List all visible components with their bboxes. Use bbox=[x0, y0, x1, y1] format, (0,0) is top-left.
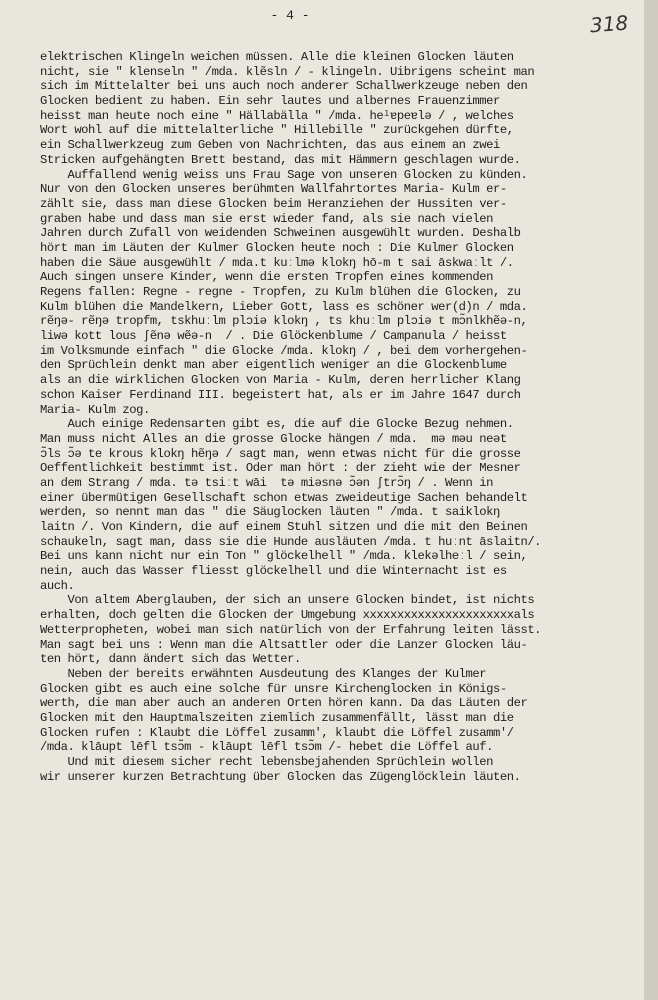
text-line: Von altem Aberglauben, der sich an unsere Glocken bindet, ist nichts bbox=[40, 593, 535, 608]
text-line: heisst man heute noch eine " Hällabälla " /mda. heˡɐpeɐlə / , welches bbox=[40, 108, 514, 123]
text-line: Neben der bereits erwähnten Ausdeutung des Klanges der Kulmer bbox=[40, 666, 487, 681]
text-line: Auch einige Redensarten gibt es, die auf die Glocke Bezug nehmen. bbox=[40, 417, 514, 432]
text-line: Glocken gibt es auch eine solche für unsre Kirchenglocken in Königs- bbox=[40, 681, 507, 696]
text-line: elektrischen Klingeln weichen müssen. Alle die kleinen Glocken läuten bbox=[40, 50, 514, 64]
text-line: Oeffentlichkeit bestimmt ist. Oder man hört : der zieht wie der Mesner bbox=[40, 461, 521, 476]
text-line: Man muss nicht Alles an die grosse Glocke hängen / mda. mə məu neət bbox=[40, 431, 507, 446]
text-line: schaukeln, sagt man, dass sie die Hunde ausläuten /mda. t huːnt āslaitn/. bbox=[40, 534, 542, 549]
text-line: ein Schallwerkzeug zum Geben von Nachrichten, das aus einem an zwei bbox=[40, 138, 500, 153]
text-line: Wort wohl auf die mittelalterliche " Hillebille " zurückgehen dürfte, bbox=[40, 123, 514, 138]
text-line: /mda. klāupt lēfl tsɔ̃m - klāupt lēfl tsɔ̃m /- hebet die Löffel auf. bbox=[40, 740, 494, 755]
archive-number: 318 bbox=[589, 10, 629, 38]
page-edge bbox=[644, 0, 658, 1000]
text-line: haben die Säue ausgewühlt / mda.t kuːlmə klokŋ hō-m t sai āskwaːlt /. bbox=[40, 255, 514, 270]
text-line: Wetterpropheten, wobei man sich natürlich von der Erfahrung leiten lässt. bbox=[40, 622, 542, 637]
text-line: Maria- Kulm zog. bbox=[40, 402, 150, 417]
text-line: Jahren durch Zufall von weidenden Schweinen ausgewühlt wurden. Deshalb bbox=[40, 226, 521, 241]
text-line: liwə kott lous ʃẽnə wẽə-n / . Die Glöckenblume / Campanula / heisst bbox=[40, 329, 507, 344]
text-line: im Volksmunde einfach " die Glocke /mda. klokŋ / , bei dem vorhergehen- bbox=[40, 343, 528, 358]
text-line: Stricken aufgehängten Brett bestand, das mit Hämmern geschlagen wurde. bbox=[40, 152, 521, 167]
text-line: als an die wirklichen Glocken von Maria - Kulm, deren herrlicher Klang bbox=[40, 373, 521, 388]
text-line: auch. bbox=[40, 578, 75, 593]
text-line: zählt sie, dass man diese Glocken beim Heranziehen der Hussiten ver- bbox=[40, 196, 507, 211]
text-line: Man sagt bei uns : Wenn man die Altsattler oder die Lanzer Glocken läu- bbox=[40, 637, 528, 652]
text-line: nein, auch das Wasser fliesst glöckelhell und die Winternacht ist es bbox=[40, 564, 507, 579]
text-line: ten hört, dann ändert sich das Wetter. bbox=[40, 652, 301, 667]
text-line: wir unserer kurzen Betrachtung über Glocken das Zügenglöcklein läuten. bbox=[40, 769, 521, 784]
text-line: Kulm blühen die Mandelkern, Lieber Gott, lass es schöner wer(d)n / mda. bbox=[40, 299, 528, 314]
text-line: sich im Mittelalter bei uns auch noch anderer Schallwerkzeuge neben den bbox=[40, 79, 528, 94]
text-line: rẽŋə- rẽŋə tropfm, tskhuːlm plɔiə klokŋ , ts khuːlm plɔiə t mɔ̃nlkhẽə-n, bbox=[40, 314, 528, 329]
text-line: den Sprüchlein denkt man aber eigentlich weniger an die Glockenblume bbox=[40, 358, 507, 373]
text-line: Und mit diesem sicher recht lebensbejahenden Sprüchlein wollen bbox=[40, 755, 494, 769]
text-line: an dem Strang / mda. tə tsiːt wāi tə miəsnə ɔ̃ən ʃtrɔ̃ŋ / . Wenn in bbox=[40, 475, 494, 490]
text-line: erhalten, doch gelten die Glocken der Umgebung xxxxxxxxxxxxxxxxxxxxxxals bbox=[40, 608, 535, 623]
text-line: werden, so nennt man das " die Säuglocken läuten " /mda. t saiklokŋ bbox=[40, 505, 500, 520]
text-line: schon Kaiser Ferdinand III. begeistert hat, als er im Jahre 1647 durch bbox=[40, 387, 521, 402]
text-line: Glocken rufen : Klaubt die Löffel zusamm', klaubt die Löffel zusamm'/ bbox=[40, 725, 514, 740]
text-line: ɔ̃ls ɔ̃ə te krous klokŋ hẽŋə / sagt man, wenn etwas nicht für die grosse bbox=[40, 446, 521, 461]
text-line: Regens fallen: Regne - regne - Tropfen, zu Kulm blühen die Glocken, zu bbox=[40, 285, 521, 299]
text-line: nicht, sie " klenseln " /mda. klẽsln / - klingeln. Uibrigens scheint man bbox=[40, 64, 535, 79]
text-line: Auffallend wenig weiss uns Frau Sage von unseren Glocken zu künden. bbox=[40, 167, 528, 182]
text-line: hört man im Läuten der Kulmer Glocken heute noch : Die Kulmer Glocken bbox=[40, 240, 514, 255]
text-line: Bei uns kann nicht nur ein Ton " glöckelhell " /mda. klekəlheːl / sein, bbox=[40, 549, 528, 564]
page-number: - 4 - bbox=[270, 8, 310, 23]
text-line: Nur von den Glocken unseres berühmten Wallfahrtortes Maria- Kulm er- bbox=[40, 182, 507, 197]
text-line: Glocken mit den Hauptmalszeiten ziemlich zusammenfällt, lässt man die bbox=[40, 710, 514, 725]
text-line: graben habe und dass man sie erst wieder fand, als sie nach vielen bbox=[40, 211, 494, 226]
body-text bbox=[40, 50, 640, 784]
text-line: Glocken bedient zu haben. Ein sehr lautes und albernes Frauenzimmer bbox=[40, 94, 500, 109]
text-line: laitn /. Von Kindern, die auf einem Stuhl sitzen und die mit den Beinen bbox=[40, 520, 528, 534]
text-line: werth, die man aber auch an anderen Orten hören kann. Da das Läuten der bbox=[40, 696, 528, 711]
text-line: Auch singen unsere Kinder, wenn die ersten Tropfen eines kommenden bbox=[40, 270, 494, 285]
text-line: einer übermütigen Gesellschaft schon etwas zweideutige Sachen behandelt bbox=[40, 490, 528, 505]
